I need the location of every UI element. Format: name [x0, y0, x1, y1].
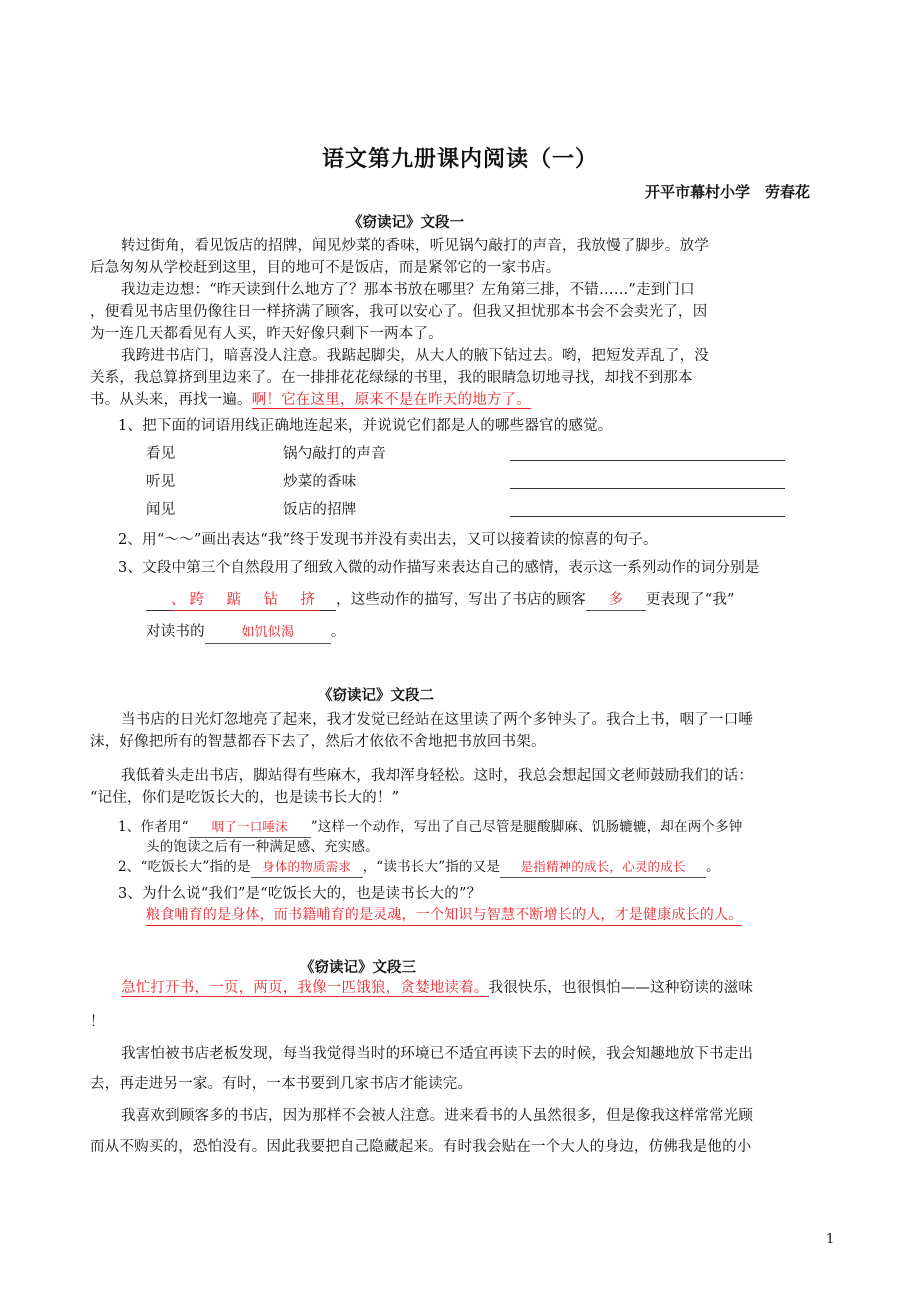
- paragraph-line: 为一连几天都看见有人买，昨天好像只剩下一两本了。: [90, 326, 443, 342]
- paragraph-line: 我喜欢到顾客多的书店，因为那样不会被人注意。进来看书的人虽然很多，但是像我这样常常光顾: [121, 1108, 754, 1124]
- question-text: ”这样一个动作，写出了自己尽管是腿酸脚麻、饥肠辘辘，却在两个多钟: [310, 819, 743, 835]
- paragraph-line: “记住，你们是吃饭长大的，也是读书长大的！”: [90, 790, 400, 806]
- paragraph-line: 我低着头走出书店，脚站得有些麻木，我却浑身轻松。这时，我总会想起国文老师鼓励我们的话：: [121, 768, 754, 784]
- highlighted-answer-sentence: 急忙打开书，一页，两页，我像一匹饿狼，贪婪地读着。: [121, 980, 489, 996]
- paragraph-line: 后急匆匆从学校赶到这里，目的地可不是饭店，而是紧邻它的一家书店。: [90, 260, 561, 276]
- match-left-item: 听见: [146, 474, 176, 490]
- question-text: 。: [330, 624, 346, 640]
- answer-blank-line: [510, 460, 785, 461]
- paragraph-line: 我跨进书店门，暗喜没人注意。我踮起脚尖，从大人的腋下钻过去。哟，把短发弄乱了，没: [121, 348, 709, 364]
- paragraph-line: 转过街角，看见饭店的招牌，闻见炒菜的香味，听见锅勺敲打的声音，我放慢了脚步。放学: [121, 238, 709, 254]
- question-1-line-2: 头的饱读之后有一种满足感、充实感。: [146, 839, 379, 855]
- section1-heading: 《窃读记》文段一: [348, 215, 464, 231]
- paragraph-line: 当书店的日光灯忽地亮了起来，我才发觉已经站在这里读了两个多钟头了。我合上书，咽了一口唾: [121, 712, 754, 728]
- question-text: ，“读书长大”指的又是: [362, 859, 501, 875]
- highlighted-answer-sentence: 啊！它在这里，原来不是在昨天的地方了。: [251, 392, 532, 408]
- answer-text: 咽了一口唾沫: [211, 819, 288, 834]
- paragraph-line: 沫，好像把所有的智慧都吞下去了，然后才依依不舍地把书放回书架。: [90, 734, 546, 750]
- question-3: 3、文段中第三个自然段用了细致入微的动作描写来表达自己的感情，表示这一系列动作的词分别是: [118, 560, 760, 576]
- paragraph-line-last: [90, 390, 531, 410]
- page-number: 1: [826, 1232, 835, 1247]
- paragraph-line: 关系，我总算挤到里边来了。在一排排花花绿绿的书里，我的眼睛急切地寻找，却找不到那本: [90, 370, 693, 386]
- answer-blank: [586, 590, 646, 611]
- question-1: [118, 817, 743, 838]
- match-left-item: 闻见: [146, 502, 176, 518]
- match-right-item: 炒菜的香味: [283, 474, 357, 490]
- question-3-answer-line-2: [146, 622, 346, 644]
- match-right-item: 锅勺敲打的声音: [283, 446, 386, 462]
- paragraph-line: ，便看见书店里仍像往日一样挤满了顾客，我可以安心了。但我又担忧那本书会不会卖光了，因: [90, 304, 708, 320]
- answer-blank-line: [510, 488, 785, 489]
- paragraph-line: 我边走边想：“昨天读到什么地方了？那本书放在哪里？左角第三排，不错……”走到门口: [121, 282, 695, 298]
- question-2: 2、用“～～”画出表达“我”终于发现书并没有卖出去，又可以接着读的惊喜的句子。: [118, 532, 658, 548]
- match-left-item: 看见: [146, 446, 176, 462]
- answer-blank-line: [510, 516, 785, 517]
- paragraph-line: ！: [90, 1014, 105, 1030]
- question-1: 1、把下面的词语用线正确地连起来，并说说它们都是人的哪些器官的感觉。: [118, 418, 613, 434]
- author-line: 开平市幕村小学 劳春花: [644, 183, 810, 201]
- answer-blank: [205, 622, 331, 644]
- section3-heading: 《窃读记》文段三: [300, 960, 416, 976]
- question-text: 1、作者用“: [118, 819, 189, 835]
- answer-blank: [146, 590, 336, 611]
- answer-text: 身体的物质需求: [262, 859, 352, 874]
- answer-blank: [251, 857, 363, 878]
- paragraph-line: 去，再走进另一家。有时，一本书要到几家书店才能读完。: [90, 1076, 473, 1092]
- paragraph-line: 而从不购买的，恐怕没有。因此我要把自己隐藏起来。有时我会贴在一个大人的身边，仿佛我是他的小: [90, 1139, 752, 1155]
- answer-text: 、跨 踮 钻 挤: [171, 590, 319, 611]
- question-text: ，这些动作的描写，写出了书店的顾客: [336, 592, 586, 608]
- question-text: 对读书的: [146, 624, 205, 640]
- page-title: 语文第九册课内阅读（一）: [321, 147, 598, 172]
- paragraph-text: 书。从头来，再找一遍。: [90, 392, 252, 408]
- answer-text: 是指精神的成长，心灵的成长: [520, 859, 686, 874]
- answer-text: 多: [608, 592, 624, 608]
- match-right-item: 饭店的招牌: [283, 502, 357, 518]
- section2-heading: 《窃读记》文段二: [318, 688, 434, 704]
- question-text: 。: [706, 859, 720, 875]
- question-3-answer-line: [146, 590, 735, 611]
- question-2: [118, 857, 720, 878]
- question-3: 3、为什么说“我们”是“吃饭长大的，也是读书长大的”？: [118, 886, 482, 902]
- question-text: 2、“吃饭长大”指的是: [118, 859, 251, 875]
- answer-text: 如饥似渴: [241, 625, 295, 640]
- question-3-answer: 粮食哺育的是身体，而书籍哺育的是灵魂，一个知识与智慧不断增长的人，才是健康成长的人。: [146, 905, 742, 926]
- paragraph-line: 我害怕被书店老板发现，每当我觉得当时的环境已不适宜再读下去的时候，我会知趣地放下书走出: [121, 1046, 754, 1062]
- question-text: 更表现了“我”: [645, 592, 735, 608]
- answer-blank: [500, 857, 706, 878]
- paragraph-line: [121, 978, 753, 998]
- paragraph-text: 我很快乐，也很惧怕——这种窃读的滋味: [488, 980, 754, 996]
- answer-blank: [189, 817, 311, 838]
